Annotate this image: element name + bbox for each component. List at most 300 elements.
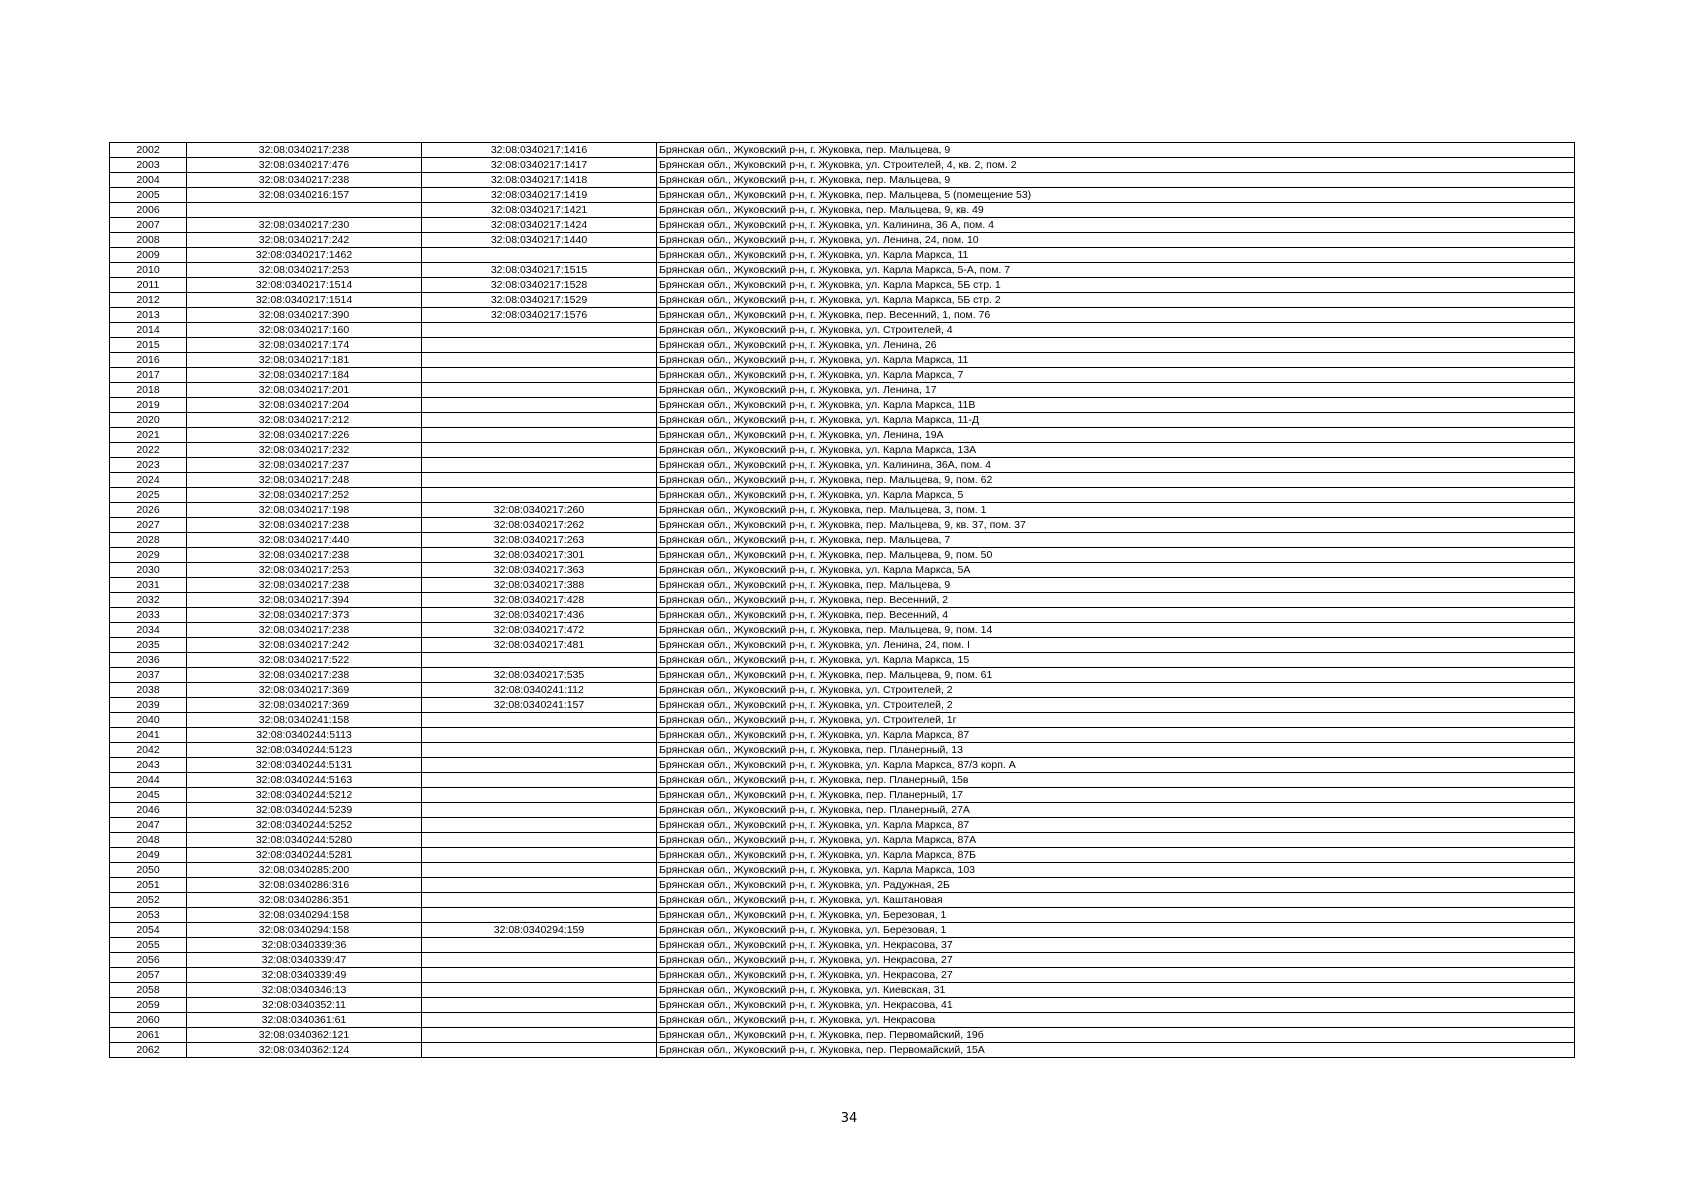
parcel-cadastral-cell: 32:08:0340244:5131 — [187, 758, 422, 773]
table-row — [110, 263, 1575, 278]
object-cadastral-cell: 32:08:0340217:1418 — [422, 173, 657, 188]
address-cell: Брянская обл., Жуковский р-н, г. Жуковка, пер. Мальцева, 9, пом. 14 — [657, 623, 1575, 638]
table-row — [110, 338, 1575, 353]
row-number-cell: 2061 — [110, 1028, 187, 1043]
object-cadastral-cell: 32:08:0340294:159 — [422, 923, 657, 938]
table-row — [110, 548, 1575, 563]
parcel-cadastral-cell: 32:08:0340217:1462 — [187, 248, 422, 263]
registry-table — [109, 142, 1575, 1058]
parcel-cadastral-cell: 32:08:0340286:351 — [187, 893, 422, 908]
parcel-cadastral-cell: 32:08:0340217:390 — [187, 308, 422, 323]
address-cell: Брянская обл., Жуковский р-н, г. Жуковка, ул. Карла Маркса, 5-А, пом. 7 — [657, 263, 1575, 278]
table-row — [110, 608, 1575, 623]
table-row — [110, 143, 1575, 158]
table-row — [110, 413, 1575, 428]
address-cell: Брянская обл., Жуковский р-н, г. Жуковка, пер. Весенний, 1, пом. 76 — [657, 308, 1575, 323]
parcel-cadastral-cell: 32:08:0340217:394 — [187, 593, 422, 608]
parcel-cadastral-cell: 32:08:0340294:158 — [187, 923, 422, 938]
object-cadastral-cell: 32:08:0340217:481 — [422, 638, 657, 653]
address-cell: Брянская обл., Жуковский р-н, г. Жуковка, пер. Планерный, 13 — [657, 743, 1575, 758]
row-number-cell: 2029 — [110, 548, 187, 563]
address-cell: Брянская обл., Жуковский р-н, г. Жуковка, ул. Строителей, 4, кв. 2, пом. 2 — [657, 158, 1575, 173]
row-number-cell: 2015 — [110, 338, 187, 353]
object-cadastral-cell — [422, 413, 657, 428]
parcel-cadastral-cell: 32:08:0340244:5281 — [187, 848, 422, 863]
object-cadastral-cell — [422, 488, 657, 503]
parcel-cadastral-cell: 32:08:0340217:238 — [187, 518, 422, 533]
table-row — [110, 563, 1575, 578]
address-cell: Брянская обл., Жуковский р-н, г. Жуковка, пер. Мальцева, 3, пом. 1 — [657, 503, 1575, 518]
parcel-cadastral-cell: 32:08:0340241:158 — [187, 713, 422, 728]
row-number-cell: 2045 — [110, 788, 187, 803]
object-cadastral-cell: 32:08:0340217:428 — [422, 593, 657, 608]
row-number-cell: 2054 — [110, 923, 187, 938]
address-cell: Брянская обл., Жуковский р-н, г. Жуковка, ул. Березовая, 1 — [657, 908, 1575, 923]
object-cadastral-cell: 32:08:0340217:263 — [422, 533, 657, 548]
row-number-cell: 2002 — [110, 143, 187, 158]
address-cell: Брянская обл., Жуковский р-н, г. Жуковка, ул. Карла Маркса, 13А — [657, 443, 1575, 458]
row-number-cell: 2040 — [110, 713, 187, 728]
object-cadastral-cell — [422, 908, 657, 923]
address-cell: Брянская обл., Жуковский р-н, г. Жуковка, ул. Строителей, 2 — [657, 683, 1575, 698]
parcel-cadastral-cell: 32:08:0340339:36 — [187, 938, 422, 953]
row-number-cell: 2039 — [110, 698, 187, 713]
object-cadastral-cell — [422, 353, 657, 368]
table-row — [110, 923, 1575, 938]
object-cadastral-cell: 32:08:0340217:1529 — [422, 293, 657, 308]
object-cadastral-cell: 32:08:0340241:157 — [422, 698, 657, 713]
table-row — [110, 248, 1575, 263]
address-cell: Брянская обл., Жуковский р-н, г. Жуковка, ул. Некрасова, 37 — [657, 938, 1575, 953]
row-number-cell: 2056 — [110, 953, 187, 968]
parcel-cadastral-cell: 32:08:0340244:5212 — [187, 788, 422, 803]
object-cadastral-cell — [422, 653, 657, 668]
object-cadastral-cell — [422, 998, 657, 1013]
row-number-cell: 2030 — [110, 563, 187, 578]
table-row — [110, 518, 1575, 533]
parcel-cadastral-cell: 32:08:0340217:184 — [187, 368, 422, 383]
address-cell: Брянская обл., Жуковский р-н, г. Жуковка, пер. Мальцева, 9, кв. 37, пом. 37 — [657, 518, 1575, 533]
parcel-cadastral-cell: 32:08:0340339:49 — [187, 968, 422, 983]
table-row — [110, 983, 1575, 998]
row-number-cell: 2043 — [110, 758, 187, 773]
table-row — [110, 428, 1575, 443]
row-number-cell: 2038 — [110, 683, 187, 698]
address-cell: Брянская обл., Жуковский р-н, г. Жуковка, ул. Карла Маркса, 11 — [657, 248, 1575, 263]
parcel-cadastral-cell: 32:08:0340217:174 — [187, 338, 422, 353]
object-cadastral-cell: 32:08:0340217:1416 — [422, 143, 657, 158]
object-cadastral-cell: 32:08:0340217:1576 — [422, 308, 657, 323]
object-cadastral-cell — [422, 1013, 657, 1028]
address-cell: Брянская обл., Жуковский р-н, г. Жуковка, ул. Березовая, 1 — [657, 923, 1575, 938]
row-number-cell: 2024 — [110, 473, 187, 488]
address-cell: Брянская обл., Жуковский р-н, г. Жуковка, ул. Ленина, 19А — [657, 428, 1575, 443]
parcel-cadastral-cell: 32:08:0340217:204 — [187, 398, 422, 413]
parcel-cadastral-cell: 32:08:0340286:316 — [187, 878, 422, 893]
object-cadastral-cell: 32:08:0340217:1528 — [422, 278, 657, 293]
parcel-cadastral-cell: 32:08:0340217:373 — [187, 608, 422, 623]
row-number-cell: 2004 — [110, 173, 187, 188]
address-cell: Брянская обл., Жуковский р-н, г. Жуковка, ул. Калинина, 36 А, пом. 4 — [657, 218, 1575, 233]
parcel-cadastral-cell: 32:08:0340244:5163 — [187, 773, 422, 788]
object-cadastral-cell: 32:08:0340217:301 — [422, 548, 657, 563]
table-row — [110, 308, 1575, 323]
table-row — [110, 593, 1575, 608]
row-number-cell: 2048 — [110, 833, 187, 848]
table-row — [110, 878, 1575, 893]
row-number-cell: 2062 — [110, 1043, 187, 1058]
address-cell: Брянская обл., Жуковский р-н, г. Жуковка, ул. Карла Маркса, 87Б — [657, 848, 1575, 863]
address-cell: Брянская обл., Жуковский р-н, г. Жуковка, ул. Ленина, 17 — [657, 383, 1575, 398]
parcel-cadastral-cell: 32:08:0340217:238 — [187, 623, 422, 638]
table-row — [110, 728, 1575, 743]
address-cell: Брянская обл., Жуковский р-н, г. Жуковка, пер. Мальцева, 9, пом. 61 — [657, 668, 1575, 683]
table-row — [110, 953, 1575, 968]
parcel-cadastral-cell: 32:08:0340346:13 — [187, 983, 422, 998]
object-cadastral-cell — [422, 983, 657, 998]
parcel-cadastral-cell — [187, 203, 422, 218]
address-cell: Брянская обл., Жуковский р-н, г. Жуковка, пер. Первомайский, 15А — [657, 1043, 1575, 1058]
row-number-cell: 2009 — [110, 248, 187, 263]
address-cell: Брянская обл., Жуковский р-н, г. Жуковка, ул. Строителей, 2 — [657, 698, 1575, 713]
table-row — [110, 473, 1575, 488]
object-cadastral-cell: 32:08:0340217:1424 — [422, 218, 657, 233]
table-row — [110, 698, 1575, 713]
table-row — [110, 383, 1575, 398]
parcel-cadastral-cell: 32:08:0340217:522 — [187, 653, 422, 668]
address-cell: Брянская обл., Жуковский р-н, г. Жуковка, пер. Мальцева, 9 — [657, 143, 1575, 158]
address-cell: Брянская обл., Жуковский р-н, г. Жуковка, ул. Карла Маркса, 15 — [657, 653, 1575, 668]
row-number-cell: 2017 — [110, 368, 187, 383]
table-row — [110, 1013, 1575, 1028]
address-cell: Брянская обл., Жуковский р-н, г. Жуковка, ул. Некрасова, 27 — [657, 953, 1575, 968]
row-number-cell: 2044 — [110, 773, 187, 788]
parcel-cadastral-cell: 32:08:0340361:61 — [187, 1013, 422, 1028]
table-row — [110, 293, 1575, 308]
row-number-cell: 2026 — [110, 503, 187, 518]
row-number-cell: 2055 — [110, 938, 187, 953]
parcel-cadastral-cell: 32:08:0340217:253 — [187, 563, 422, 578]
object-cadastral-cell — [422, 848, 657, 863]
address-cell: Брянская обл., Жуковский р-н, г. Жуковка, пер. Мальцева, 9 — [657, 578, 1575, 593]
object-cadastral-cell — [422, 728, 657, 743]
object-cadastral-cell — [422, 788, 657, 803]
object-cadastral-cell: 32:08:0340241:112 — [422, 683, 657, 698]
parcel-cadastral-cell: 32:08:0340217:369 — [187, 683, 422, 698]
parcel-cadastral-cell: 32:08:0340217:181 — [187, 353, 422, 368]
address-cell: Брянская обл., Жуковский р-н, г. Жуковка, ул. Некрасова, 27 — [657, 968, 1575, 983]
parcel-cadastral-cell: 32:08:0340217:369 — [187, 698, 422, 713]
table-row — [110, 623, 1575, 638]
table-row — [110, 203, 1575, 218]
address-cell: Брянская обл., Жуковский р-н, г. Жуковка, пер. Мальцева, 7 — [657, 533, 1575, 548]
table-row — [110, 743, 1575, 758]
address-cell: Брянская обл., Жуковский р-н, г. Жуковка, ул. Ленина, 24, пом. 10 — [657, 233, 1575, 248]
parcel-cadastral-cell: 32:08:0340216:157 — [187, 188, 422, 203]
table-row — [110, 998, 1575, 1013]
parcel-cadastral-cell: 32:08:0340217:440 — [187, 533, 422, 548]
parcel-cadastral-cell: 32:08:0340244:5239 — [187, 803, 422, 818]
parcel-cadastral-cell: 32:08:0340285:200 — [187, 863, 422, 878]
object-cadastral-cell: 32:08:0340217:262 — [422, 518, 657, 533]
address-cell: Брянская обл., Жуковский р-н, г. Жуковка, ул. Карла Маркса, 11 — [657, 353, 1575, 368]
parcel-cadastral-cell: 32:08:0340352:11 — [187, 998, 422, 1013]
parcel-cadastral-cell: 32:08:0340217:238 — [187, 668, 422, 683]
row-number-cell: 2006 — [110, 203, 187, 218]
row-number-cell: 2018 — [110, 383, 187, 398]
object-cadastral-cell: 32:08:0340217:260 — [422, 503, 657, 518]
address-cell: Брянская обл., Жуковский р-н, г. Жуковка, пер. Мальцева, 9, пом. 62 — [657, 473, 1575, 488]
row-number-cell: 2060 — [110, 1013, 187, 1028]
address-cell: Брянская обл., Жуковский р-н, г. Жуковка, ул. Карла Маркса, 87 — [657, 818, 1575, 833]
address-cell: Брянская обл., Жуковский р-н, г. Жуковка, ул. Строителей, 1г — [657, 713, 1575, 728]
row-number-cell: 2016 — [110, 353, 187, 368]
object-cadastral-cell: 32:08:0340217:1417 — [422, 158, 657, 173]
address-cell: Брянская обл., Жуковский р-н, г. Жуковка, ул. Карла Маркса, 87/3 корп. А — [657, 758, 1575, 773]
address-cell: Брянская обл., Жуковский р-н, г. Жуковка, ул. Киевская, 31 — [657, 983, 1575, 998]
object-cadastral-cell — [422, 953, 657, 968]
object-cadastral-cell — [422, 398, 657, 413]
object-cadastral-cell: 32:08:0340217:436 — [422, 608, 657, 623]
row-number-cell: 2027 — [110, 518, 187, 533]
table-row — [110, 398, 1575, 413]
parcel-cadastral-cell: 32:08:0340217:201 — [187, 383, 422, 398]
table-row — [110, 803, 1575, 818]
parcel-cadastral-cell: 32:08:0340244:5280 — [187, 833, 422, 848]
row-number-cell: 2028 — [110, 533, 187, 548]
object-cadastral-cell — [422, 338, 657, 353]
table-row — [110, 638, 1575, 653]
address-cell: Брянская обл., Жуковский р-н, г. Жуковка, ул. Карла Маркса, 87 — [657, 728, 1575, 743]
table-row — [110, 458, 1575, 473]
parcel-cadastral-cell: 32:08:0340217:238 — [187, 578, 422, 593]
row-number-cell: 2057 — [110, 968, 187, 983]
table-body — [110, 143, 1575, 1058]
object-cadastral-cell: 32:08:0340217:535 — [422, 668, 657, 683]
address-cell: Брянская обл., Жуковский р-н, г. Жуковка, пер. Мальцева, 9 — [657, 173, 1575, 188]
address-cell: Брянская обл., Жуковский р-н, г. Жуковка, ул. Каштановая — [657, 893, 1575, 908]
parcel-cadastral-cell: 32:08:0340217:1514 — [187, 278, 422, 293]
table-row — [110, 758, 1575, 773]
parcel-cadastral-cell: 32:08:0340217:253 — [187, 263, 422, 278]
row-number-cell: 2037 — [110, 668, 187, 683]
table-row — [110, 668, 1575, 683]
object-cadastral-cell: 32:08:0340217:363 — [422, 563, 657, 578]
row-number-cell: 2031 — [110, 578, 187, 593]
table-row — [110, 788, 1575, 803]
row-number-cell: 2003 — [110, 158, 187, 173]
address-cell: Брянская обл., Жуковский р-н, г. Жуковка, ул. Радужная, 2Б — [657, 878, 1575, 893]
row-number-cell: 2042 — [110, 743, 187, 758]
table-row — [110, 353, 1575, 368]
row-number-cell: 2033 — [110, 608, 187, 623]
object-cadastral-cell: 32:08:0340217:388 — [422, 578, 657, 593]
page-number: 34 — [840, 1111, 858, 1126]
address-cell: Брянская обл., Жуковский р-н, г. Жуковка, ул. Карла Маркса, 5 — [657, 488, 1575, 503]
object-cadastral-cell — [422, 818, 657, 833]
address-cell: Брянская обл., Жуковский р-н, г. Жуковка, ул. Карла Маркса, 87А — [657, 833, 1575, 848]
table-row — [110, 278, 1575, 293]
row-number-cell: 2010 — [110, 263, 187, 278]
table-row — [110, 773, 1575, 788]
parcel-cadastral-cell: 32:08:0340362:121 — [187, 1028, 422, 1043]
table-row — [110, 848, 1575, 863]
object-cadastral-cell — [422, 443, 657, 458]
object-cadastral-cell: 32:08:0340217:1419 — [422, 188, 657, 203]
row-number-cell: 2012 — [110, 293, 187, 308]
parcel-cadastral-cell: 32:08:0340217:252 — [187, 488, 422, 503]
table-row — [110, 893, 1575, 908]
object-cadastral-cell — [422, 878, 657, 893]
address-cell: Брянская обл., Жуковский р-н, г. Жуковка, ул. Карла Маркса, 5Б стр. 2 — [657, 293, 1575, 308]
object-cadastral-cell — [422, 383, 657, 398]
address-cell: Брянская обл., Жуковский р-н, г. Жуковка, ул. Карла Маркса, 11-Д — [657, 413, 1575, 428]
object-cadastral-cell — [422, 938, 657, 953]
address-cell: Брянская обл., Жуковский р-н, г. Жуковка, ул. Ленина, 26 — [657, 338, 1575, 353]
object-cadastral-cell — [422, 1043, 657, 1058]
object-cadastral-cell — [422, 803, 657, 818]
object-cadastral-cell — [422, 428, 657, 443]
parcel-cadastral-cell: 32:08:0340217:242 — [187, 233, 422, 248]
row-number-cell: 2049 — [110, 848, 187, 863]
row-number-cell: 2019 — [110, 398, 187, 413]
row-number-cell: 2034 — [110, 623, 187, 638]
row-number-cell: 2036 — [110, 653, 187, 668]
row-number-cell: 2005 — [110, 188, 187, 203]
object-cadastral-cell: 32:08:0340217:472 — [422, 623, 657, 638]
registry-table-container — [109, 142, 1574, 1058]
row-number-cell: 2014 — [110, 323, 187, 338]
table-row — [110, 533, 1575, 548]
parcel-cadastral-cell: 32:08:0340217:242 — [187, 638, 422, 653]
address-cell: Брянская обл., Жуковский р-н, г. Жуковка, ул. Карла Маркса, 11В — [657, 398, 1575, 413]
row-number-cell: 2046 — [110, 803, 187, 818]
table-row — [110, 368, 1575, 383]
table-row — [110, 818, 1575, 833]
table-row — [110, 233, 1575, 248]
table-row — [110, 938, 1575, 953]
parcel-cadastral-cell: 32:08:0340244:5252 — [187, 818, 422, 833]
row-number-cell: 2025 — [110, 488, 187, 503]
address-cell: Брянская обл., Жуковский р-н, г. Жуковка, пер. Мальцева, 9, пом. 50 — [657, 548, 1575, 563]
table-row — [110, 713, 1575, 728]
table-row — [110, 323, 1575, 338]
parcel-cadastral-cell: 32:08:0340217:226 — [187, 428, 422, 443]
object-cadastral-cell — [422, 893, 657, 908]
parcel-cadastral-cell: 32:08:0340217:237 — [187, 458, 422, 473]
address-cell: Брянская обл., Жуковский р-н, г. Жуковка, пер. Мальцева, 9, кв. 49 — [657, 203, 1575, 218]
object-cadastral-cell — [422, 368, 657, 383]
parcel-cadastral-cell: 32:08:0340217:238 — [187, 173, 422, 188]
object-cadastral-cell — [422, 248, 657, 263]
parcel-cadastral-cell: 32:08:0340362:124 — [187, 1043, 422, 1058]
address-cell: Брянская обл., Жуковский р-н, г. Жуковка, пер. Планерный, 17 — [657, 788, 1575, 803]
address-cell: Брянская обл., Жуковский р-н, г. Жуковка, ул. Калинина, 36А, пом. 4 — [657, 458, 1575, 473]
row-number-cell: 2007 — [110, 218, 187, 233]
object-cadastral-cell — [422, 473, 657, 488]
row-number-cell: 2053 — [110, 908, 187, 923]
table-row — [110, 503, 1575, 518]
row-number-cell: 2058 — [110, 983, 187, 998]
parcel-cadastral-cell: 32:08:0340217:1514 — [187, 293, 422, 308]
object-cadastral-cell — [422, 743, 657, 758]
table-row — [110, 1028, 1575, 1043]
table-row — [110, 908, 1575, 923]
object-cadastral-cell: 32:08:0340217:1440 — [422, 233, 657, 248]
row-number-cell: 2008 — [110, 233, 187, 248]
table-row — [110, 683, 1575, 698]
row-number-cell: 2020 — [110, 413, 187, 428]
object-cadastral-cell — [422, 863, 657, 878]
parcel-cadastral-cell: 32:08:0340217:160 — [187, 323, 422, 338]
parcel-cadastral-cell: 32:08:0340339:47 — [187, 953, 422, 968]
row-number-cell: 2032 — [110, 593, 187, 608]
object-cadastral-cell: 32:08:0340217:1421 — [422, 203, 657, 218]
object-cadastral-cell — [422, 968, 657, 983]
parcel-cadastral-cell: 32:08:0340217:232 — [187, 443, 422, 458]
row-number-cell: 2022 — [110, 443, 187, 458]
object-cadastral-cell — [422, 323, 657, 338]
row-number-cell: 2011 — [110, 278, 187, 293]
address-cell: Брянская обл., Жуковский р-н, г. Жуковка, ул. Некрасова, 41 — [657, 998, 1575, 1013]
table-row — [110, 1043, 1575, 1058]
table-row — [110, 488, 1575, 503]
address-cell: Брянская обл., Жуковский р-н, г. Жуковка, пер. Планерный, 15в — [657, 773, 1575, 788]
address-cell: Брянская обл., Жуковский р-н, г. Жуковка, ул. Ленина, 24, пом. I — [657, 638, 1575, 653]
parcel-cadastral-cell: 32:08:0340217:230 — [187, 218, 422, 233]
address-cell: Брянская обл., Жуковский р-н, г. Жуковка, пер. Первомайский, 19б — [657, 1028, 1575, 1043]
row-number-cell: 2013 — [110, 308, 187, 323]
row-number-cell: 2052 — [110, 893, 187, 908]
parcel-cadastral-cell: 32:08:0340294:158 — [187, 908, 422, 923]
table-row — [110, 578, 1575, 593]
parcel-cadastral-cell: 32:08:0340217:248 — [187, 473, 422, 488]
table-row — [110, 173, 1575, 188]
address-cell: Брянская обл., Жуковский р-н, г. Жуковка, пер. Планерный, 27А — [657, 803, 1575, 818]
table-row — [110, 443, 1575, 458]
object-cadastral-cell — [422, 713, 657, 728]
address-cell: Брянская обл., Жуковский р-н, г. Жуковка, ул. Карла Маркса, 7 — [657, 368, 1575, 383]
parcel-cadastral-cell: 32:08:0340217:476 — [187, 158, 422, 173]
row-number-cell: 2023 — [110, 458, 187, 473]
table-row — [110, 218, 1575, 233]
object-cadastral-cell — [422, 758, 657, 773]
row-number-cell: 2021 — [110, 428, 187, 443]
table-row — [110, 188, 1575, 203]
parcel-cadastral-cell: 32:08:0340244:5123 — [187, 743, 422, 758]
object-cadastral-cell — [422, 833, 657, 848]
row-number-cell: 2051 — [110, 878, 187, 893]
row-number-cell: 2041 — [110, 728, 187, 743]
address-cell: Брянская обл., Жуковский р-н, г. Жуковка, ул. Карла Маркса, 5Б стр. 1 — [657, 278, 1575, 293]
address-cell: Брянская обл., Жуковский р-н, г. Жуковка, пер. Весенний, 4 — [657, 608, 1575, 623]
row-number-cell: 2047 — [110, 818, 187, 833]
parcel-cadastral-cell: 32:08:0340217:212 — [187, 413, 422, 428]
parcel-cadastral-cell: 32:08:0340217:238 — [187, 548, 422, 563]
address-cell: Брянская обл., Жуковский р-н, г. Жуковка, ул. Карла Маркса, 103 — [657, 863, 1575, 878]
table-row — [110, 863, 1575, 878]
parcel-cadastral-cell: 32:08:0340217:238 — [187, 143, 422, 158]
object-cadastral-cell — [422, 773, 657, 788]
table-row — [110, 833, 1575, 848]
address-cell: Брянская обл., Жуковский р-н, г. Жуковка, ул. Некрасова — [657, 1013, 1575, 1028]
address-cell: Брянская обл., Жуковский р-н, г. Жуковка, ул. Строителей, 4 — [657, 323, 1575, 338]
row-number-cell: 2035 — [110, 638, 187, 653]
table-row — [110, 653, 1575, 668]
object-cadastral-cell — [422, 458, 657, 473]
object-cadastral-cell — [422, 1028, 657, 1043]
row-number-cell: 2050 — [110, 863, 187, 878]
